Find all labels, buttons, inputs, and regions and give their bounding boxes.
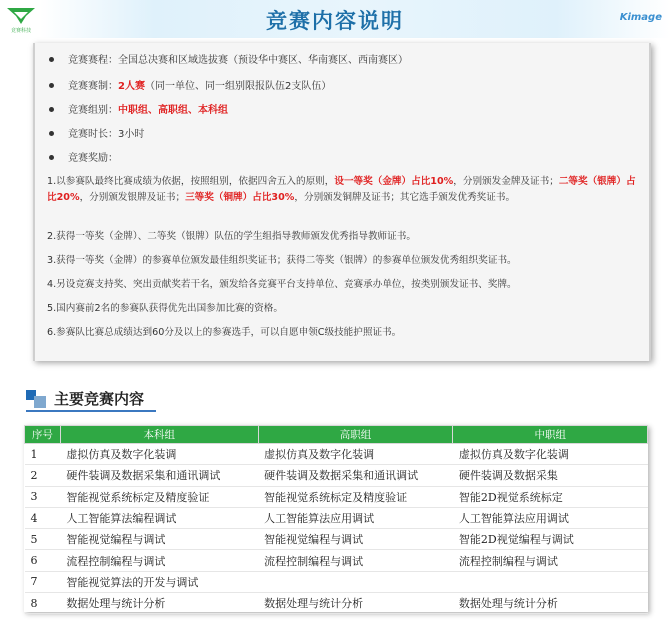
bullet-dot-icon [49, 57, 54, 62]
bullet-groups: 竞赛组别：中职组、高职组、本科组 [49, 104, 228, 118]
bullet-duration: 竞赛时长：3小时 [49, 128, 144, 142]
page-header [0, 0, 670, 38]
cell-undergrad: 智能视觉编程与调试 [60, 529, 258, 550]
brand-logo: Kimage [619, 12, 662, 23]
table-row [25, 486, 648, 507]
cell-undergrad: 人工智能算法编程调试 [60, 507, 258, 528]
cell-secondary-vocational [453, 571, 648, 592]
cell-higher-vocational: 流程控制编程与调试 [258, 550, 453, 571]
cell-secondary-vocational: 流程控制编程与调试 [453, 550, 648, 571]
cell-undergrad: 流程控制编程与调试 [60, 550, 258, 571]
table-row [25, 444, 648, 465]
cell-index: 3 [25, 486, 61, 507]
col-header-undergrad: 本科组 [60, 426, 258, 444]
cell-undergrad: 智能视觉系统标定及精度验证 [60, 486, 258, 507]
cell-undergrad: 智能视觉算法的开发与调试 [60, 571, 258, 592]
table-row [25, 465, 648, 486]
cell-secondary-vocational: 智能2D视觉系统标定 [453, 486, 648, 507]
cell-index: 1 [25, 444, 61, 465]
cell-secondary-vocational: 人工智能算法应用调试 [453, 507, 648, 528]
award-paragraph-1: 1.以参赛队最终比赛成绩为依据，按照组别，依据四舍五入的原则，设一等奖（金牌）占比10%，分别颁发金牌及证书；二等奖（银牌）占比20%，分别颁发银牌及证书；三等奖（铜牌）占比30%，分别颁发铜牌及证书；其它选手颁发优秀奖证书。 [47, 176, 636, 203]
table-header-row [25, 426, 648, 444]
bullet-awards: 竞赛奖励： [49, 152, 118, 166]
cell-higher-vocational: 人工智能算法应用调试 [258, 507, 453, 528]
cell-secondary-vocational: 虚拟仿真及数字化装调 [453, 444, 648, 465]
page-title: 竞赛内容说明 [266, 9, 404, 33]
cell-secondary-vocational: 智能2D视觉编程与调试 [453, 529, 648, 550]
bullet-dot-icon [49, 107, 54, 112]
competition-info-panel [33, 43, 651, 361]
table-row [25, 571, 648, 592]
cell-undergrad: 数据处理与统计分析 [60, 593, 258, 614]
cell-index: 6 [25, 550, 61, 571]
cell-secondary-vocational: 数据处理与统计分析 [453, 593, 648, 614]
table-row [25, 507, 648, 528]
table-row [25, 550, 648, 571]
cell-higher-vocational: 智能视觉系统标定及精度验证 [258, 486, 453, 507]
bullet-dot-icon [49, 131, 54, 136]
cell-higher-vocational: 虚拟仿真及数字化装调 [258, 444, 453, 465]
cell-higher-vocational: 硬件装调及数据采集和通讯调试 [258, 465, 453, 486]
cell-index: 2 [25, 465, 61, 486]
table-row [25, 593, 648, 614]
award-paragraph-3: 3.获得一等奖（金牌）的参赛单位颁发最佳组织奖证书；获得二等奖（银牌）的参赛单位颁发优秀组织奖证书。 [47, 255, 517, 266]
bullet-format: 竞赛赛制：2人赛（同一单位、同一组别限报队伍2支队伍） [49, 80, 331, 94]
cell-higher-vocational [258, 571, 453, 592]
bullet-dot-icon [49, 83, 54, 88]
award-paragraph-4: 4.另设竞赛支持奖、突出贡献奖若干名，颁发给各竞赛平台支持单位、竞赛承办单位，按类别颁发证书、奖牌。 [47, 279, 517, 290]
cell-index: 7 [25, 571, 61, 592]
competition-content-table [24, 425, 648, 614]
cell-undergrad: 虚拟仿真及数字化装调 [60, 444, 258, 465]
table-row [25, 529, 648, 550]
award-paragraph-2: 2.获得一等奖（金牌）、二等奖（银牌）队伍的学生组指导教师颁发优秀指导教师证书。 [47, 231, 416, 242]
bullet-dot-icon [49, 155, 54, 160]
cell-index: 4 [25, 507, 61, 528]
bullet-schedule: 竞赛赛程：全国总决赛和区域选拔赛（预设华中赛区、华南赛区、西南赛区） [49, 54, 408, 68]
col-header-secondary-vocational: 中职组 [453, 426, 648, 444]
cell-index: 8 [25, 593, 61, 614]
logo-text: 竞赛科技 [10, 28, 32, 34]
award-paragraph-6: 6.参赛队比赛总成绩达到60分及以上的参赛选手，可以自愿申领C级技能护照证书。 [47, 327, 402, 338]
section-title: 主要竞赛内容 [54, 390, 145, 408]
award-paragraph-5: 5.国内赛前2名的参赛队获得优先出国参加比赛的资格。 [47, 303, 283, 314]
col-header-index: 序号 [25, 426, 61, 444]
cell-secondary-vocational: 硬件装调及数据采集 [453, 465, 648, 486]
col-header-higher-vocational: 高职组 [258, 426, 453, 444]
cell-higher-vocational: 智能视觉编程与调试 [258, 529, 453, 550]
cell-higher-vocational: 数据处理与统计分析 [258, 593, 453, 614]
section-underline [26, 410, 156, 412]
cell-undergrad: 硬件装调及数据采集和通讯调试 [60, 465, 258, 486]
cell-index: 5 [25, 529, 61, 550]
section-marker-icon [34, 396, 46, 408]
